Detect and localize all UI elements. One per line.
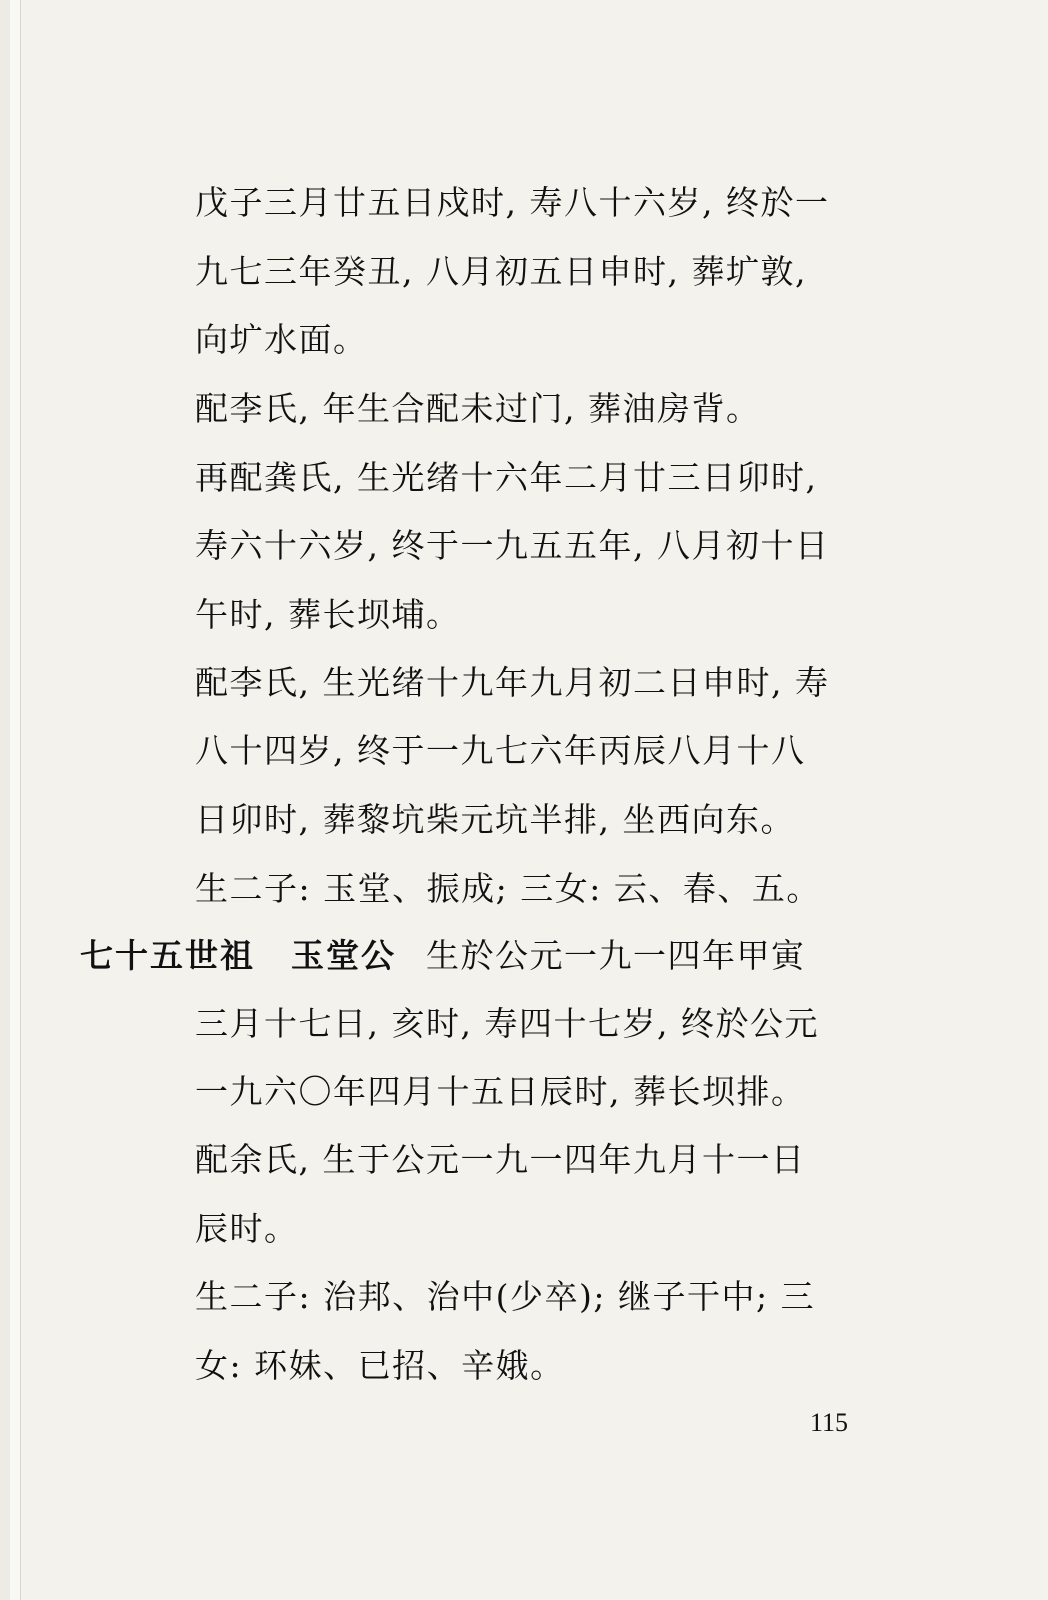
text-line: 八十四岁, 终于一九七六年丙辰八月十八 [195, 731, 806, 770]
text-line: 配李氏, 年生合配未过门, 葬油房背。 [195, 389, 761, 428]
document-page [10, 0, 1048, 1600]
text-line: 配李氏, 生光绪十九年九月初二日申时, 寿 [195, 663, 830, 702]
page-edge [10, 0, 21, 1600]
text-line: 再配龚氏, 生光绪十六年二月廿三日卯时, [195, 458, 818, 497]
text-line: 戊子三月廿五日戍时, 寿八十六岁, 终於一 [195, 183, 830, 222]
text-line: 生二子: 治邦、治中(少卒); 继子干中; 三 [195, 1277, 816, 1316]
text-line: 配余氏, 生于公元一九一四年九月十一日 [195, 1140, 806, 1179]
text-line: 午时, 葬长坝埔。 [195, 595, 461, 634]
text-line: 三月十七日, 亥时, 寿四十七岁, 终於公元 [195, 1004, 819, 1043]
ancestor-name: 玉堂公 [291, 936, 396, 975]
page-number: 115 [810, 1408, 849, 1437]
text-line: 一九六〇年四月十五日辰时, 葬长坝排。 [195, 1072, 806, 1111]
text-line: 九七三年癸丑, 八月初五日申时, 葬圹敦, [195, 252, 807, 291]
text-line: 寿六十六岁, 终于一九五五年, 八月初十日 [195, 526, 830, 565]
text-line: 辰时。 [195, 1209, 299, 1248]
ancestor-heading [80, 936, 806, 976]
generation-title: 七十五世祖 [80, 936, 255, 975]
text-line: 女: 环妹、已招、辛娥。 [195, 1346, 565, 1385]
heading-text: 生於公元一九一四年甲寅 [426, 936, 806, 975]
text-line: 日卯时, 葬黎坑柴元坑半排, 坐西向东。 [195, 800, 795, 839]
text-line: 生二子: 玉堂、振成; 三女: 云、春、五。 [195, 869, 821, 908]
text-line: 向圹水面。 [195, 320, 368, 359]
